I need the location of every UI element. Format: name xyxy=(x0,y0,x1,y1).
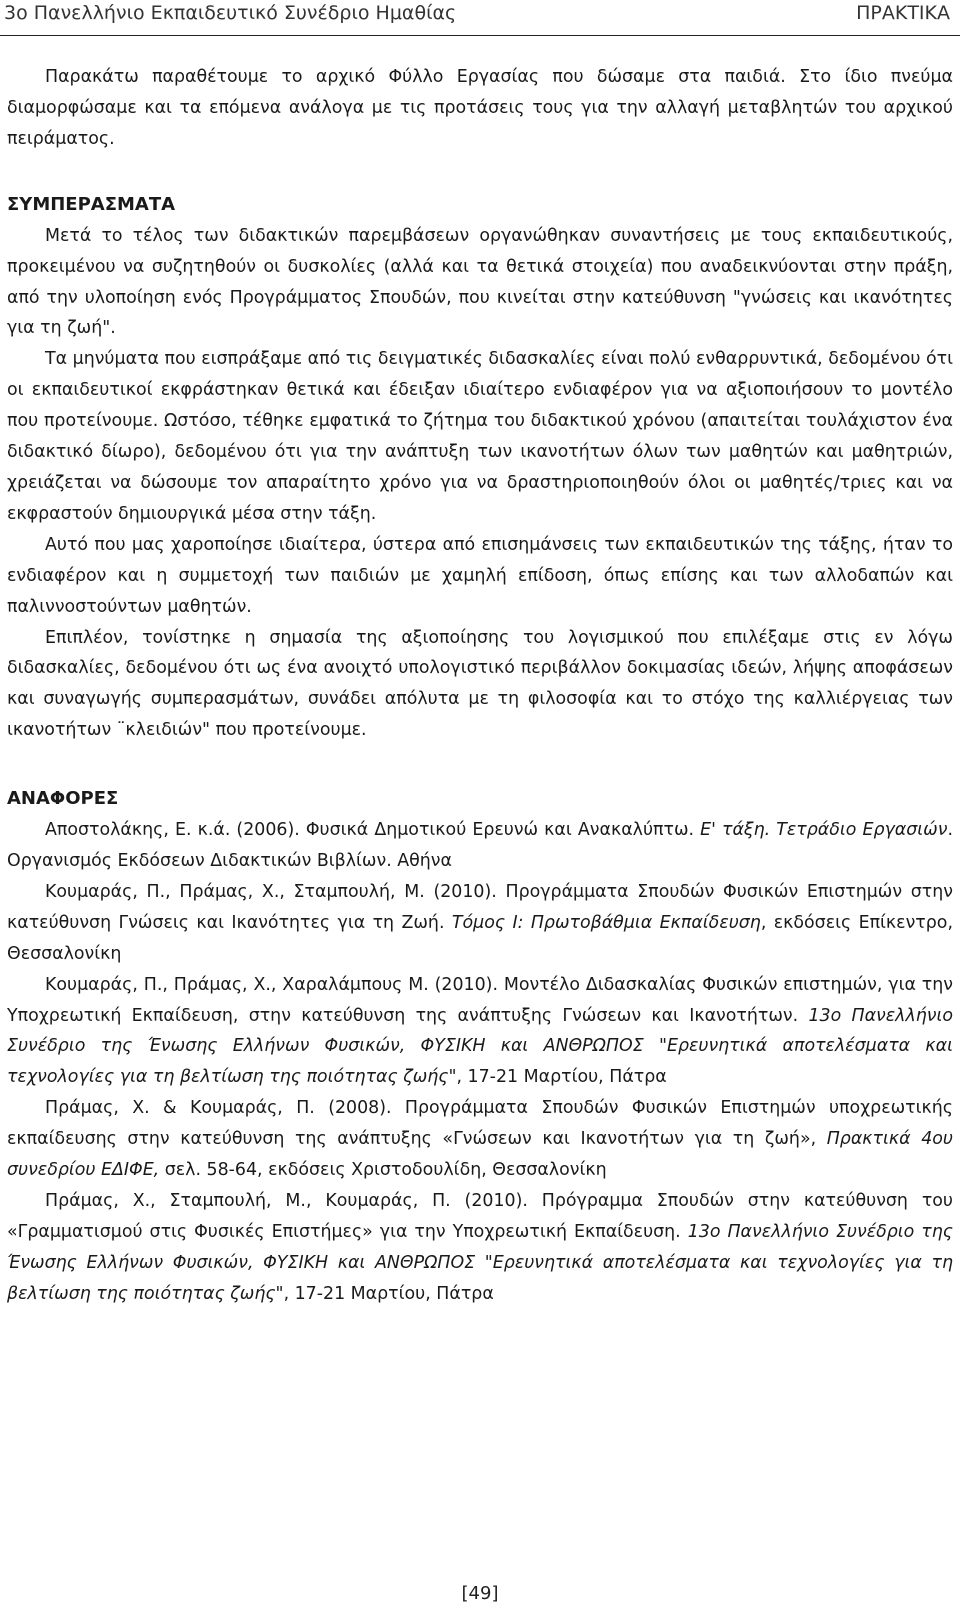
conclusions-paragraph-4: Επιπλέον, τονίστηκε η σημασία της αξιοποίησης του λογισμικού που επιλέξαμε στις εν λόγω διδασκαλίες, δεδομένου ότι ως ένα ανοιχτό υπολογιστικό περιβάλλον δοκιμασίας ιδεών, λήψης αποφάσεων και συναγωγής συμπερασμάτων, συνάδει απόλυτα με τη φιλοσοφία και το στόχο της καλλιέργειας των ικανοτήτων ¨κλειδιών" που προτείνουμε. xyxy=(7,627,953,741)
conclusions-heading: ΣΥΜΠΕΡΑΣΜΑΤΑ xyxy=(7,193,176,215)
conclusions-paragraph-1: Μετά το τέλος των διδακτικών παρεμβάσεων οργανώθηκαν συναντήσεις με τους εκπαιδευτικούς, προκειμένου να συζητηθούν οι δυσκολίες (αλλά και τα θετικά στοιχεία) που αναδεικνύονται στην πράξη, από την υλοποίηση ενός Προγράμματος Σπουδών, που κινείται στην κατεύθυνση "γνώσεις και ικανότητες για τη ζωή". xyxy=(7,225,953,339)
conclusions-paragraph-2: Τα μηνύματα που εισπράξαμε από τις δειγματικές διδασκαλίες είναι πολύ ενθαρρυντικά, δεδομένου ότι οι εκπαιδευτικοί εκφράστηκαν θετικά και έδειξαν ιδιαίτερο ενδιαφέρον για να αξιοποιήσουν το μοντέλο που προτείνουμε. Ωστόσο, τέθηκε εμφατικά το ζήτημα του διδακτικού χρόνου (απαιτείται τουλάχιστον ένα διδακτικό δίωρο), δεδομένου ότι για την ανάπτυξη των ικανοτήτων όλων των μαθητών και μαθητριών, χρειάζεται να δώσουμε τον απαραίτητο χρόνο για να δραστηριοποιηθούν όλοι οι μαθητές/τριες και να εκφραστούν δημιουργικά μέσα στην τάξη. xyxy=(7,349,953,524)
page-header xyxy=(0,0,960,36)
conclusions-paragraph-3: Αυτό που μας χαροποίησε ιδιαίτερα, ύστερα από επισημάνσεις των εκπαιδευτικών της τάξης, ήταν το ενδιαφέρον και η συμμετοχή των παιδιών με χαμηλή επίδοση, όπως επίσης και των αλλοδαπών και παλιννοστούντων μαθητών. xyxy=(7,534,953,617)
reference-item: Αποστολάκης, Ε. κ.ά. (2006). Φυσικά Δημοτικού Ερευνώ και Ανακαλύπτω. Ε' τάξη. Τετράδιο Εργασιών. Οργανισμός Εκδόσεων Διδακτικών Βιβλίων. Αθήνα xyxy=(7,820,953,872)
reference-item: Πράμας, Χ. & Κουμαράς, Π. (2008). Προγράμματα Σπουδών Φυσικών Επιστημών υποχρεωτικής εκπαίδευσης στην κατεύθυνση της ανάπτυξης «Γνώσεων και Ικανοτήτων για τη ζωή», Πρακτικά 4ου συνεδρίου ΕΔΙΦΕ, σελ. 58-64, εκδόσεις Χριστοδουλίδη, Θεσσαλονίκη xyxy=(7,1098,953,1181)
intro-paragraph: Παρακάτω παραθέτουμε το αρχικό Φύλλο Εργασίας που δώσαμε στα παιδιά. Στο ίδιο πνεύμα διαμορφώσαμε και τα επόμενα ανάλογα με τις προτάσεις τους για την αλλαγή μεταβλητών του αρχικού πειράματος. xyxy=(7,67,953,149)
page-content xyxy=(7,62,953,1310)
page-number: [49] xyxy=(461,1583,499,1604)
proceedings-label: ΠΡΑΚΤΙΚΑ xyxy=(856,2,950,24)
references-heading: ΑΝΑΦΟΡΕΣ xyxy=(7,788,119,810)
conference-title: 3ο Πανελλήνιο Εκπαιδευτικό Συνέδριο Ημαθίας xyxy=(4,2,457,24)
reference-item: Κουμαράς, Π., Πράμας, Χ., Σταμπουλή, Μ. (2010). Προγράμματα Σπουδών Φυσικών Επιστημών στην κατεύθυνση Γνώσεις και Ικανότητες για τη Ζωή. Τόμος Ι: Πρωτοβάθμια Εκπαίδευση, εκδόσεις Επίκεντρο, Θεσσαλονίκη xyxy=(7,881,953,964)
reference-item: Κουμαράς, Π., Πράμας, Χ., Χαραλάμπους Μ. (2010). Μοντέλο Διδασκαλίας Φυσικών επιστημών, για την Υποχρεωτική Εκπαίδευση, στην κατεύθυνση της ανάπτυξης Γνώσεων και Ικανοτήτων. 13ο Πανελλήνιο Συνέδριο της Ένωσης Ελλήνων Φυσικών, ΦΥΣΙΚΗ και ΑΝΘΡΩΠΟΣ "Ερευνητικά αποτελέσματα και τεχνολογίες για τη βελτίωση της ποιότητας ζωής", 17-21 Μαρτίου, Πάτρα xyxy=(7,974,954,1088)
reference-item: Πράμας, Χ., Σταμπουλή, Μ., Κουμαράς, Π. (2010). Πρόγραμμα Σπουδών στην κατεύθυνση του «Γραμματισμού στις Φυσικές Επιστήμες» για την Υποχρεωτική Εκπαίδευση. 13ο Πανελλήνιο Συνέδριο της Ένωσης Ελλήνων Φυσικών, ΦΥΣΙΚΗ και ΑΝΘΡΩΠΟΣ "Ερευνητικά αποτελέσματα και τεχνολογίες για τη βελτίωση της ποιότητας ζωής", 17-21 Μαρτίου, Πάτρα xyxy=(7,1191,953,1304)
